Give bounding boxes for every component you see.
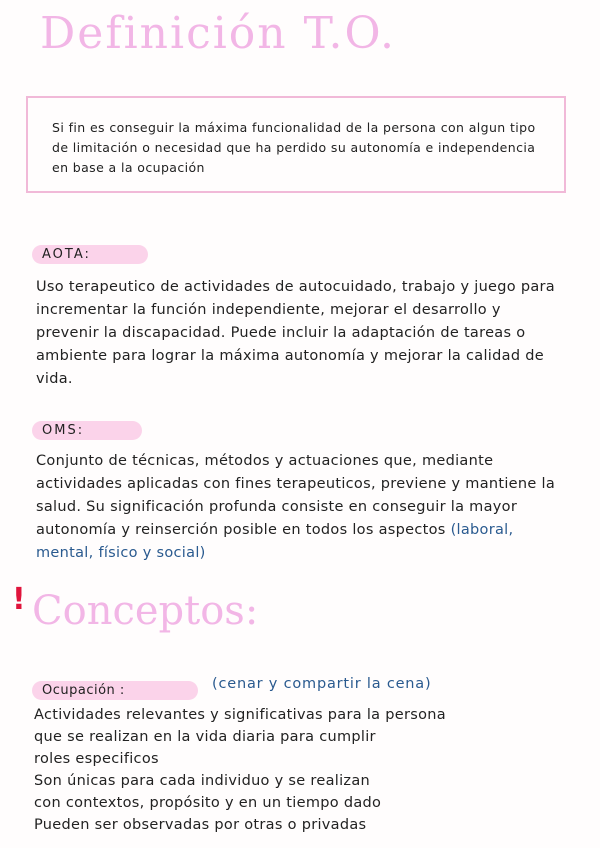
- oms-aspects: (laboral, mental, físico y social): [36, 522, 514, 561]
- ocupacion-line: Actividades relevantes y significativas para la persona: [34, 707, 446, 723]
- ocupacion-label: Ocupación :: [32, 681, 198, 700]
- oms-text: Conjunto de técnicas, métodos y actuaciones que, mediante actividades aplicadas con fines terapeuticos, previene y mantiene la salud. Su significación profunda consiste en conseguir la mayor autonomía y reinserción posible en todos los aspectos: [36, 453, 556, 538]
- definition-text: Si fin es conseguir la máxima funcionalidad de la persona con algun tipo de limitación o necesidad que ha perdido su autonomía e independencia en base a la ocupación: [52, 120, 536, 175]
- ocupacion-line: Son únicas para cada individuo y se realizan: [34, 773, 371, 789]
- aota-definition: Uso terapeutico de actividades de autocuidado, trabajo y juego para incrementar la función independiente, mejorar el desarrollo y prevenir la discapacidad. Puede incluir la adaptación de tareas o ambiente para lograr la máxima autonomía y mejorar la calidad de vida.: [36, 279, 555, 387]
- page-title: Definición T.O.: [40, 8, 396, 59]
- oms-label: OMS:: [32, 421, 142, 440]
- exclamation-icon: !: [12, 582, 26, 617]
- oms-definition: [36, 450, 566, 565]
- aota-label: AOTA:: [32, 245, 148, 264]
- ocupacion-example: (cenar y compartir la cena): [212, 676, 432, 692]
- ocupacion-line: con contextos, propósito y en un tiempo dado: [34, 795, 382, 811]
- definition-box: [26, 96, 566, 193]
- ocupacion-line: roles especificos: [34, 751, 159, 767]
- concepts-title: Conceptos:: [32, 588, 259, 634]
- ocupacion-description: [34, 704, 574, 836]
- ocupacion-line: que se realizan en la vida diaria para cumplir: [34, 729, 376, 745]
- ocupacion-line: Pueden ser observadas por otras o privadas: [34, 817, 367, 833]
